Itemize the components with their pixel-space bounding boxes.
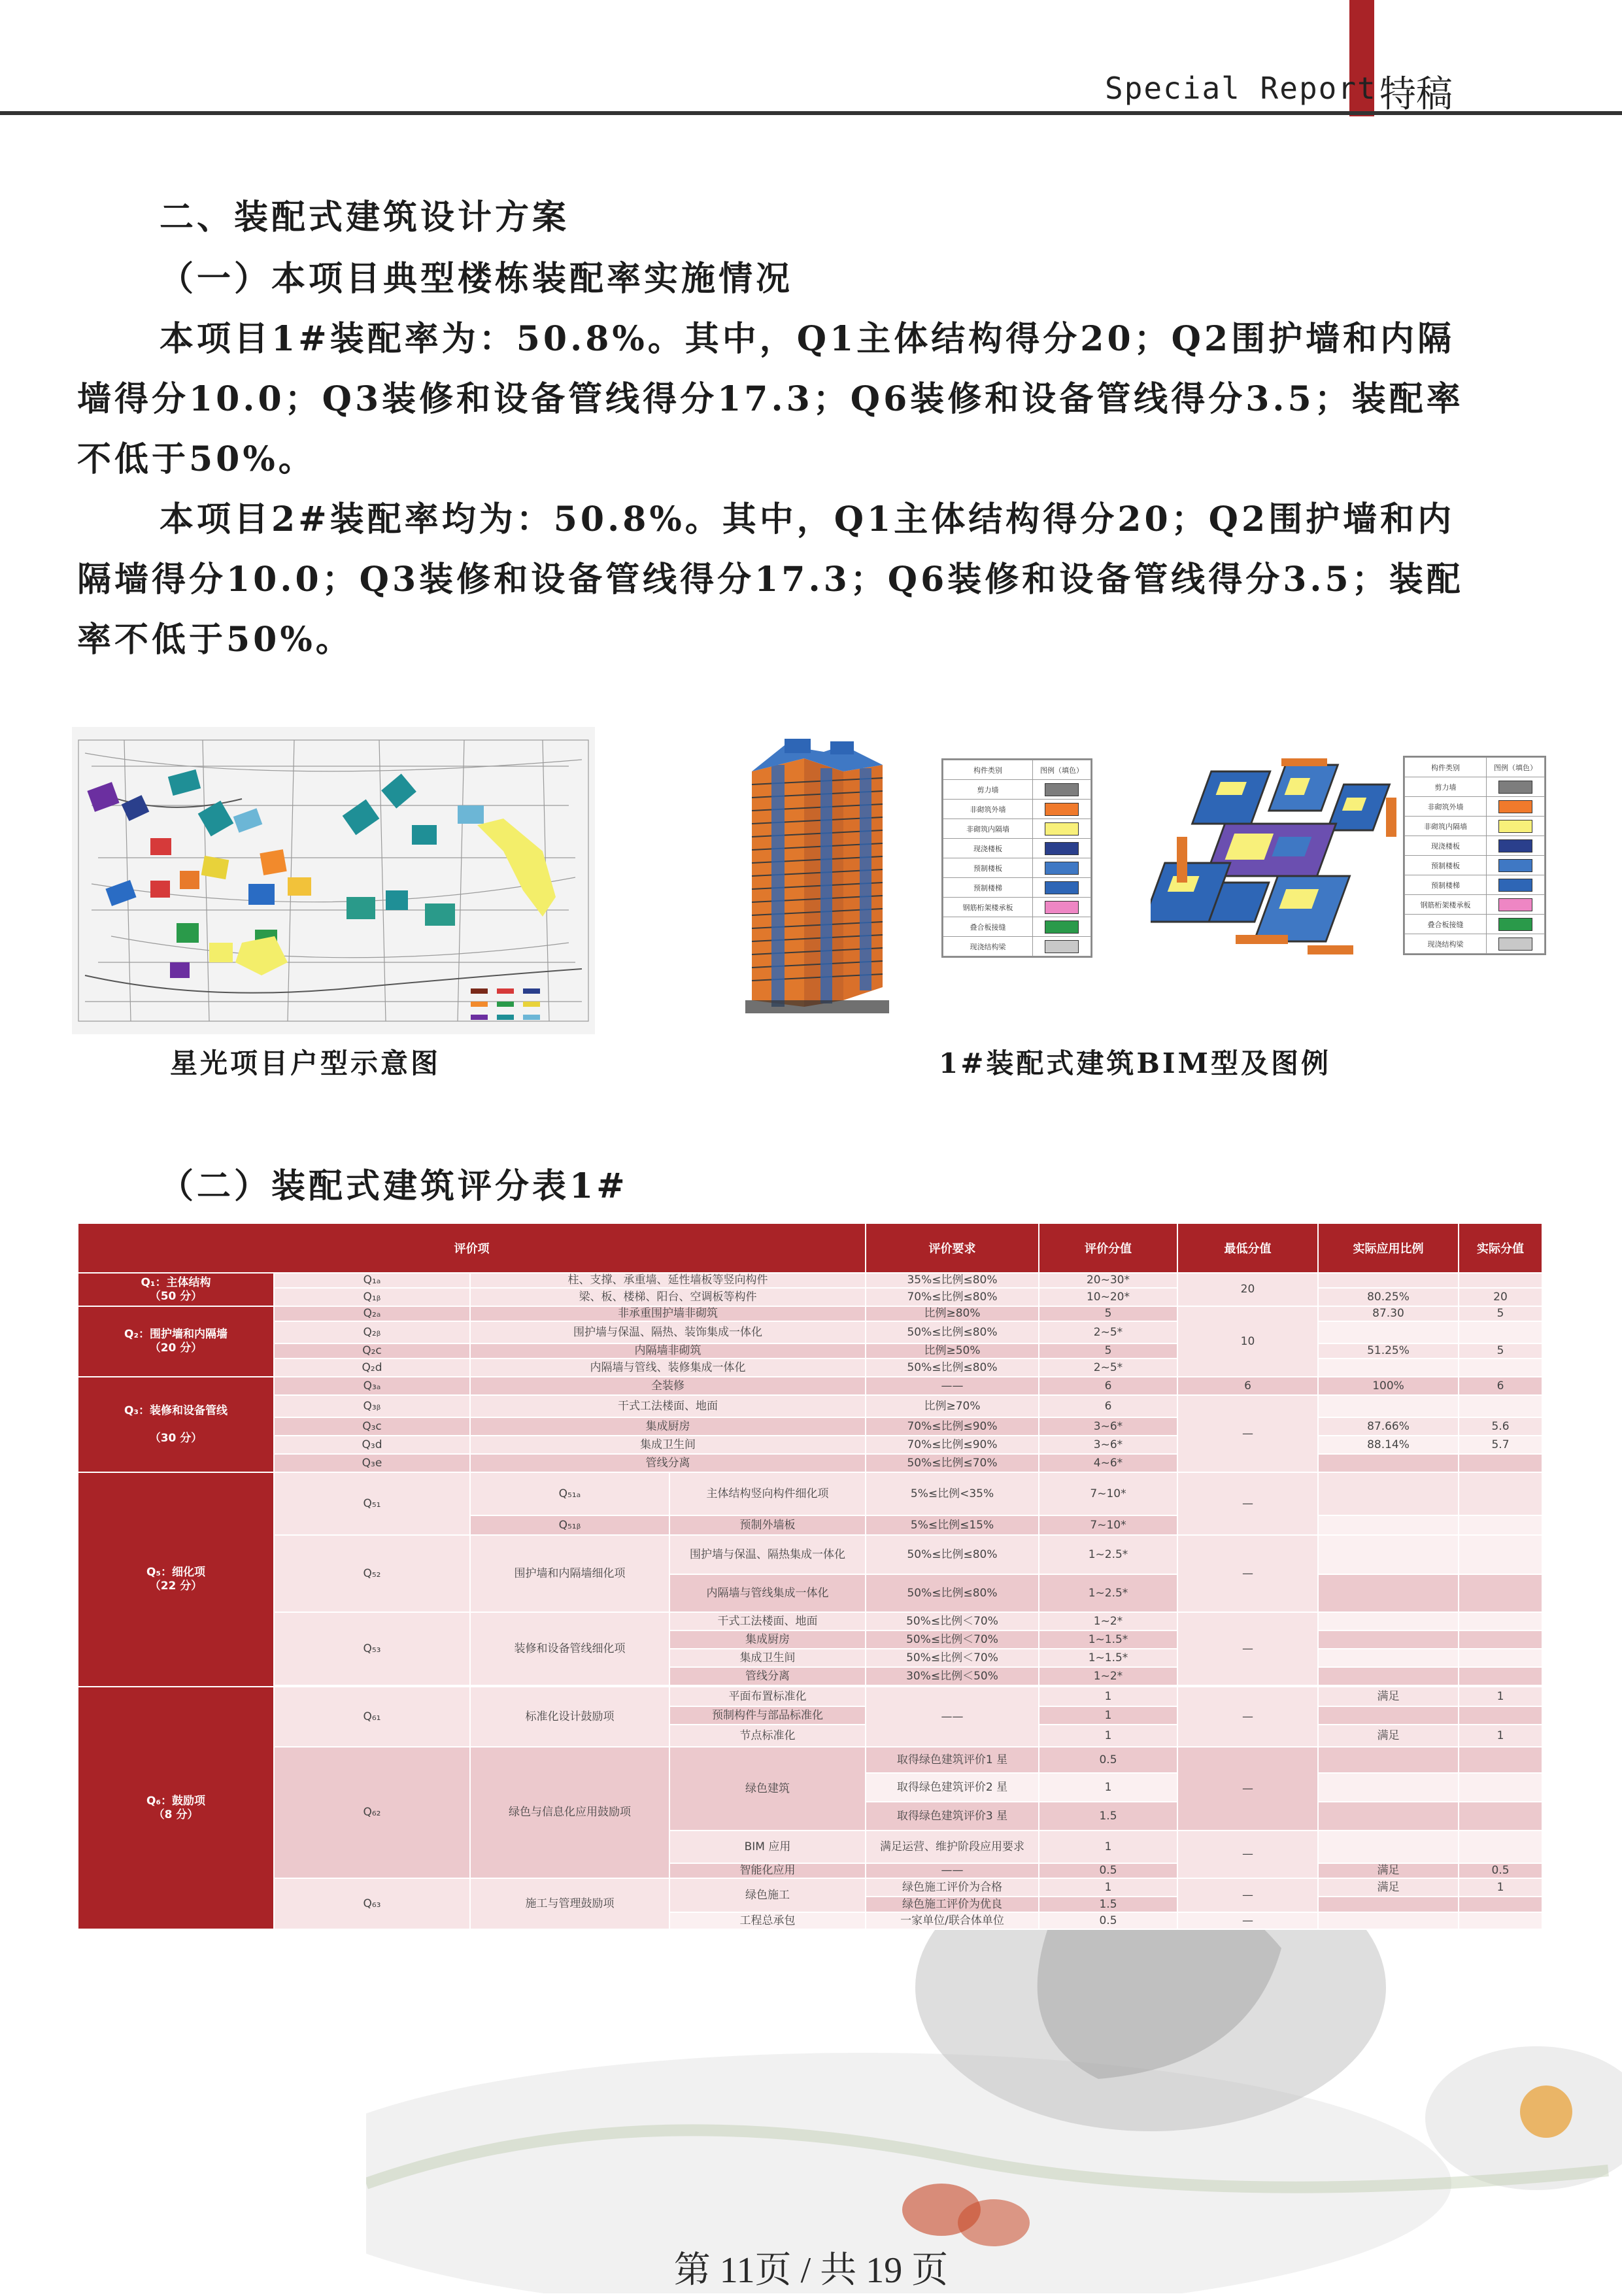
item-score: 1 — [1039, 1706, 1177, 1725]
min-score: — — [1177, 1831, 1318, 1878]
item-desc: 集成厨房 — [470, 1417, 866, 1436]
legend-swatch — [1498, 839, 1532, 853]
item-req: 50%≤比例≤80% — [866, 1574, 1039, 1612]
item-req: 取得绿色建筑评价1 星 — [866, 1747, 1039, 1773]
item-score: 6 — [1039, 1395, 1177, 1417]
item-score: 7~10* — [1039, 1515, 1177, 1535]
th-item: 评价项 — [78, 1223, 866, 1273]
item-desc: 内隔墙与管线集成一体化 — [669, 1574, 866, 1612]
paragraph-1-line-3: 不低于50%。 — [77, 439, 316, 479]
header-chinese-title: 特稿 — [1379, 73, 1453, 116]
category-q3: Q₃：装修和设备管线 （30 分） — [78, 1377, 274, 1472]
item-req: 50%≤比例≤70% — [866, 1454, 1039, 1472]
item-req: 70%≤比例≤80% — [866, 1288, 1039, 1306]
item-req: 5%≤比例<35% — [866, 1472, 1039, 1515]
legend-swatch — [1045, 862, 1079, 875]
item-desc: 集成卫生间 — [669, 1649, 866, 1667]
actual-ratio: 87.30 — [1318, 1306, 1459, 1321]
item-req: 满足运营、维护阶段应用要求 — [866, 1831, 1039, 1863]
actual-ratio: 80.25% — [1318, 1288, 1459, 1306]
item-subcode: Q₅₁ₐ — [470, 1472, 669, 1515]
item-req: 50%≤比例＜70% — [866, 1649, 1039, 1667]
paragraph-2-line-2: 隔墙得分10.0；Q3装修和设备管线得分17.3；Q6装修和设备管线得分3.5；装配 — [77, 560, 1464, 599]
item-score: 1 — [1039, 1878, 1177, 1897]
legend-swatch — [1045, 901, 1079, 914]
legend-swatch — [1045, 783, 1079, 796]
item-group-desc: 围护墙和内隔墙细化项 — [470, 1535, 669, 1612]
actual-ratio: 满足 — [1318, 1863, 1459, 1878]
item-req: 35%≤比例≤80% — [866, 1273, 1039, 1288]
legend-item-label: 钢筋桁架楼承板 — [943, 898, 1033, 917]
actual-score: 6 — [1459, 1377, 1542, 1395]
header-english-title: Special Report — [1105, 71, 1377, 106]
item-code: Q₃e — [274, 1454, 470, 1472]
legend-item-label: 非砌筑内隔墙 — [1405, 817, 1487, 836]
item-score: 1~2.5* — [1039, 1574, 1177, 1612]
actual-score: 0.5 — [1459, 1863, 1542, 1878]
page-footer: 第 11页 / 共 19 页 — [673, 2250, 949, 2291]
min-score: — — [1177, 1912, 1318, 1929]
item-desc: 干式工法楼面、地面 — [669, 1612, 866, 1630]
min-score: — — [1177, 1878, 1318, 1912]
item-code: Q₆₁ — [274, 1687, 470, 1747]
item-req: 取得绿色建筑评价3 星 — [866, 1802, 1039, 1831]
category-q6: Q₆：鼓励项 （8 分） — [78, 1687, 274, 1929]
legend-swatch — [1045, 822, 1079, 836]
item-req: 比例≥80% — [866, 1306, 1039, 1321]
actual-score: 20 — [1459, 1288, 1542, 1306]
paragraph-2-line-1: 本项目2#装配率均为：50.8%。其中，Q1主体结构得分20；Q2围护墙和内 — [160, 499, 1455, 539]
item-code: Q₆₃ — [274, 1878, 470, 1929]
item-score: 1~2* — [1039, 1667, 1177, 1685]
th-requirement: 评价要求 — [866, 1223, 1039, 1273]
item-desc: BIM 应用 — [669, 1831, 866, 1863]
item-req: —— — [866, 1687, 1039, 1747]
item-desc: 工程总承包 — [669, 1912, 866, 1929]
legend-item-label: 现浇结构梁 — [1405, 934, 1487, 954]
min-score: — — [1177, 1747, 1318, 1831]
actual-ratio: 51.25% — [1318, 1343, 1459, 1359]
actual-ratio: 87.66% — [1318, 1417, 1459, 1436]
item-code: Q₅₁ — [274, 1472, 470, 1535]
subsection-heading-1: （一）本项目典型楼栋装配率实施情况 — [160, 259, 794, 299]
legend-swatch — [1498, 898, 1532, 911]
legend-swatch — [1045, 881, 1079, 894]
actual-score: 1 — [1459, 1725, 1542, 1747]
legend-item-label: 非砌筑外墙 — [1405, 797, 1487, 817]
item-desc: 干式工法楼面、地面 — [470, 1395, 866, 1417]
item-desc: 绿色建筑 — [669, 1747, 866, 1831]
legend-item-label: 预制楼板 — [1405, 856, 1487, 875]
actual-score: 5.7 — [1459, 1436, 1542, 1454]
legend-item-label: 预制楼梯 — [1405, 875, 1487, 895]
item-code: Q₂ᵦ — [274, 1321, 470, 1343]
item-code: Q₃ᵦ — [274, 1395, 470, 1417]
legend-item-label: 现浇楼板 — [1405, 836, 1487, 856]
component-legend-1 — [941, 758, 1092, 958]
legend-swatch — [1498, 937, 1532, 951]
item-group-desc: 装修和设备管线细化项 — [470, 1612, 669, 1685]
actual-score: 5 — [1459, 1306, 1542, 1321]
item-req: —— — [866, 1863, 1039, 1878]
item-score: 1~2* — [1039, 1612, 1177, 1630]
item-req: 比例≥70% — [866, 1395, 1039, 1417]
item-group-desc: 施工与管理鼓励项 — [470, 1878, 669, 1929]
legend-swatch — [1498, 781, 1532, 794]
item-score: 1~2.5* — [1039, 1535, 1177, 1574]
item-req: 一家单位/联合体单位 — [866, 1912, 1039, 1929]
actual-score: 5 — [1459, 1343, 1542, 1359]
min-score: — — [1177, 1687, 1318, 1747]
item-score: 1.5 — [1039, 1802, 1177, 1831]
item-req: 50%≤比例≤80% — [866, 1321, 1039, 1343]
legend-item-label: 钢筋桁架楼承板 — [1405, 895, 1487, 915]
paragraph-1-line-1: 本项目1#装配率为：50.8%。其中，Q1主体结构得分20；Q2围护墙和内隔 — [160, 319, 1455, 359]
item-subcode: Q₅₁ᵦ — [470, 1515, 669, 1535]
legend-item-label: 剪力墙 — [1405, 777, 1487, 797]
item-desc: 围护墙与保温、隔热集成一体化 — [669, 1535, 866, 1574]
item-score: 5 — [1039, 1306, 1177, 1321]
item-score: 0.5 — [1039, 1863, 1177, 1878]
item-req: 50%≤比例≤80% — [866, 1535, 1039, 1574]
legend-head-type: 构件类别 — [1405, 758, 1487, 777]
item-req: 取得绿色建筑评价2 星 — [866, 1773, 1039, 1802]
item-desc: 管线分离 — [470, 1454, 866, 1472]
legend-swatch — [1498, 859, 1532, 872]
item-req: 绿色施工评价为优良 — [866, 1897, 1039, 1912]
item-desc: 集成厨房 — [669, 1630, 866, 1649]
legend-item-label: 现浇结构梁 — [943, 937, 1033, 956]
item-group-desc: 绿色与信息化应用鼓励项 — [470, 1747, 669, 1878]
legend-swatch — [1498, 879, 1532, 892]
item-score: 4~6* — [1039, 1454, 1177, 1472]
item-desc: 节点标准化 — [669, 1725, 866, 1747]
component-legend-2 — [1403, 756, 1546, 955]
legend-item-label: 非砌筑内隔墙 — [943, 819, 1033, 839]
item-desc: 预制外墙板 — [669, 1515, 866, 1535]
item-score: 1 — [1039, 1687, 1177, 1706]
header-rule — [0, 111, 1622, 115]
item-desc: 主体结构竖向构件细化项 — [669, 1472, 866, 1515]
category-q5: Q₅：细化项 （22 分） — [78, 1472, 274, 1687]
item-code: Q₃c — [274, 1417, 470, 1436]
item-desc: 围护墙与保温、隔热、装饰集成一体化 — [470, 1321, 866, 1343]
item-code: Q₃d — [274, 1436, 470, 1454]
item-group-desc: 标准化设计鼓励项 — [470, 1687, 669, 1747]
th-actual-score: 实际分值 — [1459, 1223, 1542, 1273]
actual-ratio: 88.14% — [1318, 1436, 1459, 1454]
paragraph-2-line-3: 率不低于50%。 — [77, 620, 353, 660]
section-heading: 二、装配式建筑设计方案 — [160, 197, 570, 237]
legend-swatch — [1498, 918, 1532, 931]
item-desc: 内隔墙非砌筑 — [470, 1343, 866, 1359]
item-desc: 梁、板、楼梯、阳台、空调板等构件 — [470, 1288, 866, 1306]
legend-item-label: 预制楼梯 — [943, 878, 1033, 898]
item-score: 5 — [1039, 1343, 1177, 1359]
th-actual-ratio: 实际应用比例 — [1318, 1223, 1459, 1273]
item-code: Q₂ₐ — [274, 1306, 470, 1321]
item-score: 3~6* — [1039, 1417, 1177, 1436]
bim-floor-plan-model — [1151, 758, 1399, 961]
min-score: — — [1177, 1612, 1318, 1685]
figure-caption-site-plan: 星光项目户型示意图 — [170, 1047, 441, 1079]
item-score: 6 — [1039, 1377, 1177, 1395]
scoring-table — [77, 1223, 1542, 1930]
legend-swatch — [1045, 803, 1079, 816]
item-req: 30%≤比例＜50% — [866, 1667, 1039, 1685]
legend-swatch — [1045, 920, 1079, 934]
actual-ratio: 满足 — [1318, 1725, 1459, 1747]
item-desc: 智能化应用 — [669, 1863, 866, 1878]
legend-head-fill: 图例（填色） — [1033, 760, 1091, 780]
figure-caption-bim: 1#装配式建筑BIM型及图例 — [939, 1047, 1332, 1079]
item-desc: 非承重围护墙非砌筑 — [470, 1306, 866, 1321]
site-plan-figure — [72, 727, 595, 1034]
item-desc: 平面布置标准化 — [669, 1687, 866, 1706]
item-code: Q₁ᵦ — [274, 1288, 470, 1306]
item-score: 1.5 — [1039, 1897, 1177, 1912]
actual-score: 1 — [1459, 1878, 1542, 1897]
th-min-score: 最低分值 — [1177, 1223, 1318, 1273]
actual-ratio: 满足 — [1318, 1878, 1459, 1897]
item-score: 10~20* — [1039, 1288, 1177, 1306]
item-score: 2~5* — [1039, 1321, 1177, 1343]
item-req: 50%≤比例＜70% — [866, 1630, 1039, 1649]
item-code: Q₅₂ — [274, 1535, 470, 1612]
item-desc: 全装修 — [470, 1377, 866, 1395]
item-code: Q₁ₐ — [274, 1273, 470, 1288]
actual-ratio: 100% — [1318, 1377, 1459, 1395]
item-score: 1~1.5* — [1039, 1630, 1177, 1649]
legend-item-label: 叠合板接缝 — [943, 917, 1033, 937]
legend-item-label: 剪力墙 — [943, 780, 1033, 800]
th-score: 评价分值 — [1039, 1223, 1177, 1273]
legend-item-label: 非砌筑外墙 — [943, 800, 1033, 819]
item-req: 50%≤比例≤80% — [866, 1359, 1039, 1377]
item-desc: 绿色施工 — [669, 1878, 866, 1912]
item-score: 7~10* — [1039, 1472, 1177, 1515]
legend-head-fill: 图例（填色） — [1487, 758, 1545, 777]
actual-ratio: 满足 — [1318, 1687, 1459, 1706]
actual-score: 5.6 — [1459, 1417, 1542, 1436]
item-desc: 集成卫生间 — [470, 1436, 866, 1454]
item-score: 0.5 — [1039, 1747, 1177, 1773]
item-desc: 预制构件与部品标准化 — [669, 1706, 866, 1725]
item-score: 1~1.5* — [1039, 1649, 1177, 1667]
bim-tower-model — [745, 739, 889, 1013]
legend-item-label: 现浇楼板 — [943, 839, 1033, 858]
actual-score: 1 — [1459, 1687, 1542, 1706]
item-score: 2~5* — [1039, 1359, 1177, 1377]
legend-head-type: 构件类别 — [943, 760, 1033, 780]
item-desc: 柱、支撑、承重墙、延性墙板等竖向构件 — [470, 1273, 866, 1288]
subsection-heading-2: （二）装配式建筑评分表1# — [160, 1166, 628, 1206]
item-score: 1 — [1039, 1773, 1177, 1802]
item-req: 70%≤比例≤90% — [866, 1436, 1039, 1454]
legend-swatch — [1498, 820, 1532, 833]
item-code: Q₅₃ — [274, 1612, 470, 1685]
legend-swatch — [1045, 940, 1079, 953]
item-score: 20~30* — [1039, 1273, 1177, 1288]
item-desc: 管线分离 — [669, 1667, 866, 1685]
min-score: 6 — [1177, 1377, 1318, 1395]
item-req: 5%≤比例≤15% — [866, 1515, 1039, 1535]
item-score: 1 — [1039, 1725, 1177, 1747]
item-req: 50%≤比例＜70% — [866, 1612, 1039, 1630]
min-score: — — [1177, 1472, 1318, 1535]
category-q1: Q₁：主体结构 （50 分） — [78, 1273, 274, 1306]
item-req: 70%≤比例≤90% — [866, 1417, 1039, 1436]
item-req: —— — [866, 1377, 1039, 1395]
legend-item-label: 预制楼板 — [943, 858, 1033, 878]
legend-swatch — [1045, 842, 1079, 855]
item-score: 0.5 — [1039, 1912, 1177, 1929]
min-score: — — [1177, 1535, 1318, 1612]
item-desc: 内隔墙与管线、装修集成一体化 — [470, 1359, 866, 1377]
item-score: 1 — [1039, 1831, 1177, 1863]
category-q2: Q₂：围护墙和内隔墙 （20 分） — [78, 1306, 274, 1377]
item-code: Q₃ₐ — [274, 1377, 470, 1395]
item-req: 绿色施工评价为合格 — [866, 1878, 1039, 1897]
legend-swatch — [1498, 800, 1532, 813]
item-code: Q₂c — [274, 1343, 470, 1359]
paragraph-1-line-2: 墙得分10.0；Q3装修和设备管线得分17.3；Q6装修和设备管线得分3.5；装配率 — [77, 379, 1464, 419]
min-score: — — [1177, 1395, 1318, 1472]
item-score: 3~6* — [1039, 1436, 1177, 1454]
item-code: Q₂d — [274, 1359, 470, 1377]
legend-item-label: 叠合板接缝 — [1405, 915, 1487, 934]
min-score: 10 — [1177, 1306, 1318, 1377]
item-code: Q₆₂ — [274, 1747, 470, 1878]
item-req: 比例≥50% — [866, 1343, 1039, 1359]
min-score: 20 — [1177, 1273, 1318, 1306]
